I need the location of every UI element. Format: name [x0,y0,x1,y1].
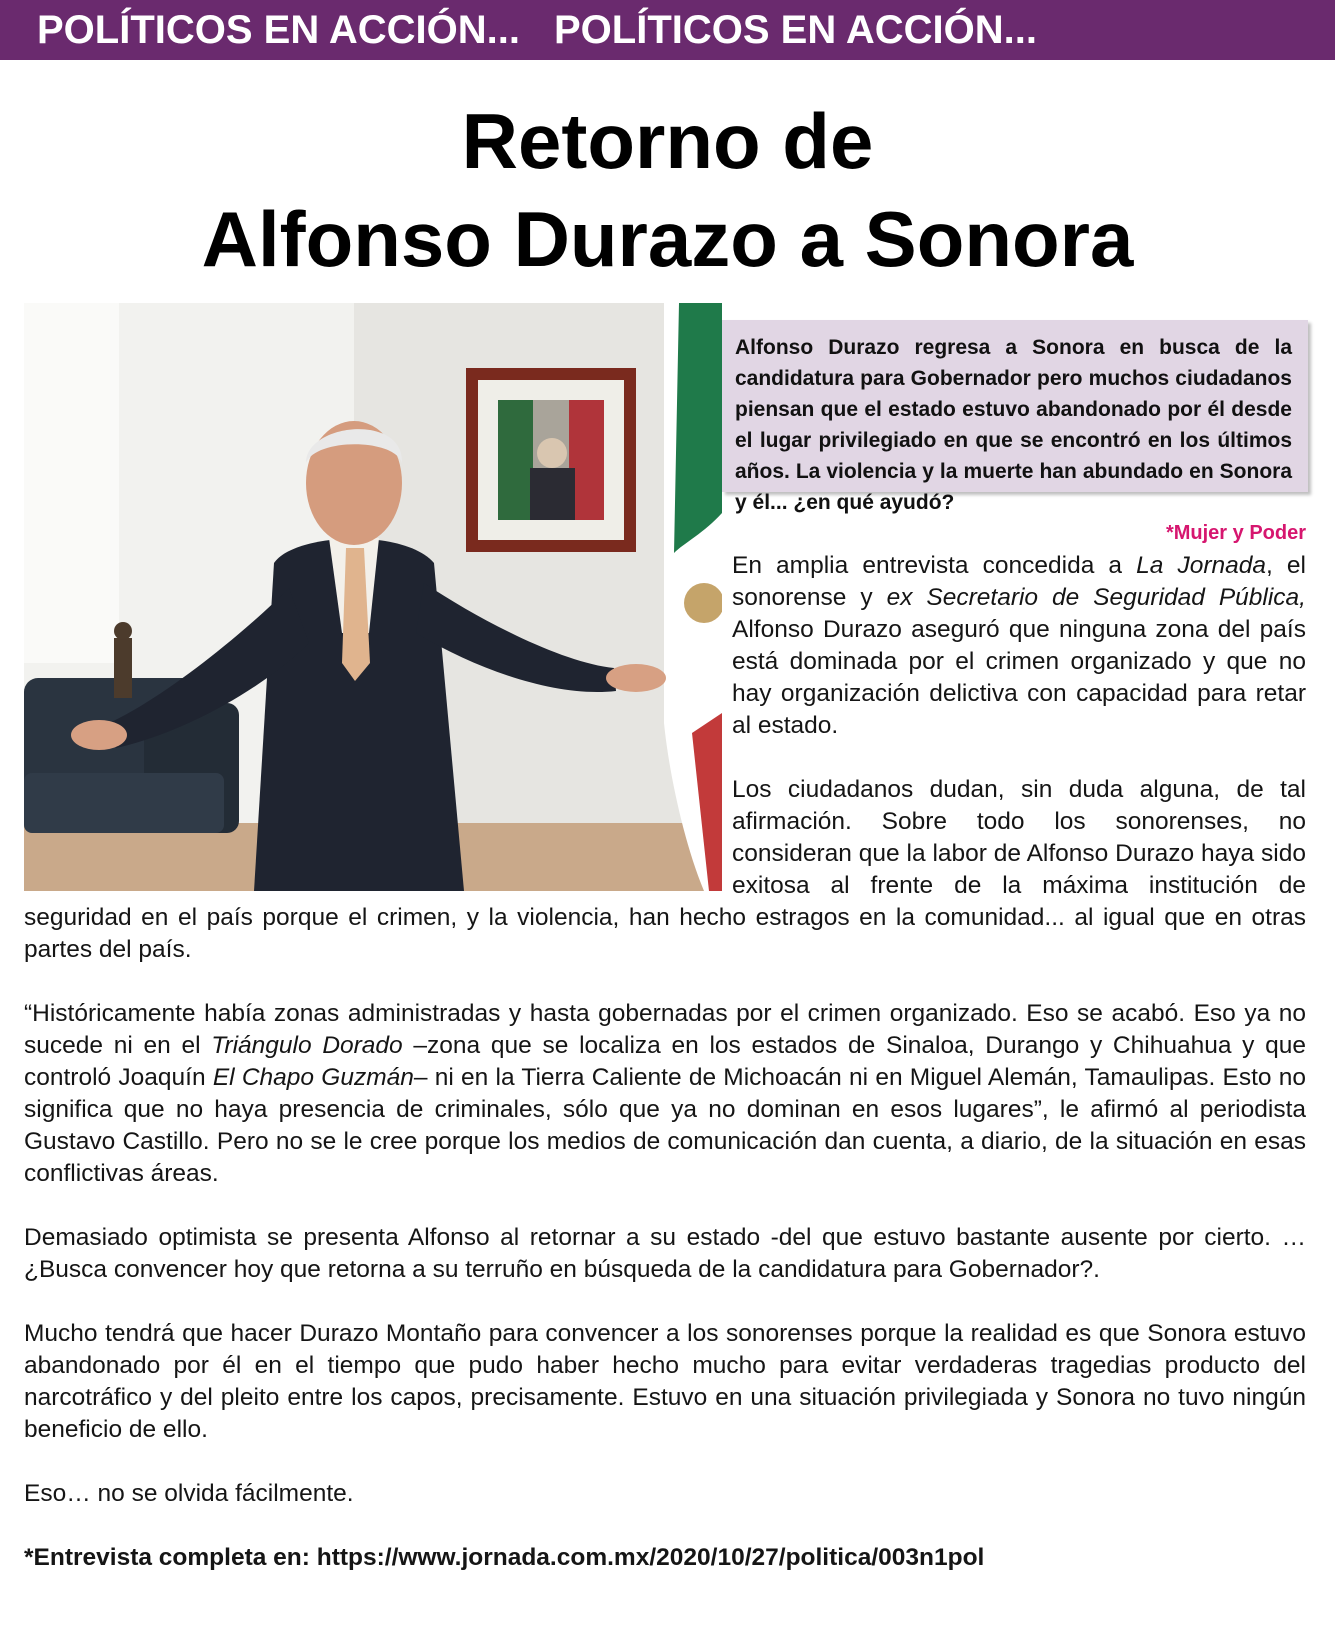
paragraph-3-italic-name: El Chapo Guzmán [212,1064,414,1091]
section-banner [0,0,1335,60]
paragraph-1-text-c: , el sonorense y [732,552,1306,611]
paragraph-1-italic-title: ex Secretario de Seguridad Pública, [886,584,1306,611]
paragraph-3-text-c: –zona que se localiza en los estados de Sinaloa, Durango y Chihuahua y que controló Joaquín [24,1032,1307,1091]
paragraph-3-text-e: – ni en la Tierra Caliente de Michoacán ni en Miguel Alemán, Tamaulipas. Esto no significa que no haya presencia de criminales, sólo que ya no dominan en esos lugares”, le afirmó al periodista Gustavo Castillo. Pero no se le cree porque los medios de comunicación dan cuenta, a diario, de la situación en esas conflictivas áreas. [24,1064,1307,1187]
paragraph-3-text-a: “Históricamente había zonas administradas y hasta gobernadas por el crimen organizado. Eso se acabó. Eso ya no sucede ni en el [24,1000,1306,1059]
paragraph-2: Los ciudadanos dudan, sin duda alguna, de tal afirmación. Sobre todo los sonorenses, no consideran que la labor de Alfonso Durazo haya sido exitosa al frente de la máxima institución de seguridad en el país porque el crimen, y la violencia, han hecho estragos en la comunidad... al igual que en otras partes del país. [24,776,1306,963]
paragraph-6: Eso… no se olvida fácilmente. [24,1480,354,1507]
source-credit: *Mujer y Poder [1165,522,1306,544]
article-body [24,550,1306,1606]
photo-spacer [24,550,732,898]
headline [0,92,1335,288]
interview-link: *Entrevista completa en: https://www.jornada.com.mx/2020/10/27/politica/003n1pol [24,1544,985,1571]
banner-text: POLÍTICOS EN ACCIÓN... [37,8,520,52]
paragraph-1-italic-newspaper: La Jornada [1136,552,1267,579]
banner-text-repeat: POLÍTICOS EN ACCIÓN... [554,8,1037,52]
headline-line-1: Retorno de [461,97,874,185]
paragraph-5: Mucho tendrá que hacer Durazo Montaño para convencer a los sonorenses porque la realidad es que Sonora estuvo abandonado por él en el tiempo que pudo haber hecho mucho para evitar verdaderas tragedias producto del narcotráfico y del pleito entre los capos, precisamente. Estuvo en una situación privilegiada y Sonora no tuvo ningún beneficio de ello. [24,1320,1306,1443]
paragraph-1-text-e: Alfonso Durazo aseguró que ninguna zona del país está dominada por el crimen organizado y que no hay organización delictiva con capacidad para retar al estado. [732,616,1306,739]
paragraph-4: Demasiado optimista se presenta Alfonso al retornar a su estado -del que estuvo bastante ausente por cierto. …¿Busca convencer hoy que retorna a su terruño en búsqueda de la candidatura para Gobernador?. [24,1224,1306,1283]
paragraph-1-text-a: En amplia entrevista concedida a [732,552,1137,579]
paragraph-3 [24,998,1306,1190]
summary-box: Alfonso Durazo regresa a Sonora en busca de la candidatura para Gobernador pero muchos ciudadanos piensan que el estado estuvo abandonado por él desde el lugar privilegiado en que se encontró en los últimos años. La violencia y la muerte han abundado en Sonora y él... ¿en qué ayudó? [722,320,1308,492]
paragraph-3-italic-place: Triángulo Dorado [211,1032,403,1059]
headline-line-2: Alfonso Durazo a Sonora [201,195,1134,283]
